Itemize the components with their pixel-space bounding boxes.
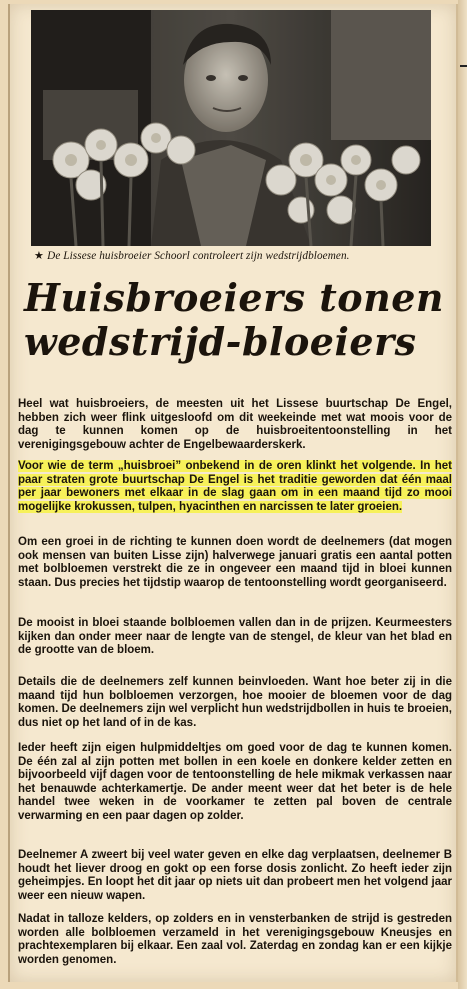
headline-line-1: Huisbroeiers tonen [24,275,445,320]
article-paragraph-5: Details die de deelnemers zelf kunnen beinvloeden. Want hoe beter zij in die maand tijd hun bolbloemen verzorgen, hoe mooier de bloemen voor de dag komen. De deelnemers zijn wel verplicht hun wedstrijdbollen in huis te broeien, dus niet op het land of in de kas. [18,676,452,729]
headline [24,276,454,364]
highlighted-text: Voor wie de term „huisbroei” onbekend in de oren klinkt het volgende. In het paar straten grote buurtschap De Engel is het traditie geworden dat één maal per jaar bewoners met elkaar in de slag gaan om in een maand tijd zo mooi mogelijke krokussen, tulpen, hyacinthen en narcissen te later groeien. [18,460,452,513]
article-paragraph-1: Heel wat huisbroeiers, de meesten uit het Lissese buurtschap De Engel, hebben zich weer flink uitgesloofd om dit weekeinde met wat moois voor de dag te kunnen komen op de huisbroeitentoonstelling in het verenigingsgebouw achter de Engelbewaarderskerk. [18,398,452,451]
article-paragraph-7: Deelnemer A zweert bij veel water geven en elke dag verplaatsen, deelnemer B houdt het liever droog en gokt op een forse dosis zonlicht. Zo heeft ieder zijn geheimpjes. En loopt het dit jaar op niets uit dan probeert men het volgend jaar weer een nieuw wapen. [18,849,452,902]
article-paragraph-3: Om een groei in de richting te kunnen doen wordt de deelnemers (dat mogen ook mensen van buiten Lisse zijn) halverwege januari gratis een aantal potten met bolbloemen verstrekt die ze in ongeveer een maand tijd in bloei kunnen staan. Dus precies het tijdstip waarop de tentoonstelling wordt georganiseerd. [18,536,452,589]
article-paragraph-8: Nadat in talloze kelders, op zolders en in vensterbanken de strijd is gestreden worden alle bolbloemen verzameld in het verenigingsgebouw Kneusjes en prachtexemplaren bij elkaar. Een zaal vol. Zaterdag en zondag kan er een kijkje worden genomen. [18,913,452,966]
margin-mark [460,65,467,67]
article-paragraph-6: Ieder heeft zijn eigen hulpmiddeltjes om goed voor de dag te kunnen komen. De één zal al zijn potten met bollen in een koele en donkere kelder zetten en bijvoorbeeld vijf dagen voor de tentoonstelling de hele mikmak verkassen naar het benauwde achterkamertje. De ander meent weer dat het beter is de hele handel twee weken in de voorkamer te zetten pal boven de centrale verwarming en een paar dagen op zolder. [18,742,452,822]
caption-text: De Lissese huisbroeier Schoorl controleert zijn wedstrijdbloemen. [47,250,350,262]
article-paragraph-4: De mooist in bloei staande bolbloemen vallen dan in de prijzen. Keurmeesters kijken dan onder meer naar de lengte van de stengel, de kleur van het blad en de grootte van de bloem. [18,617,452,657]
headline-line-2: wedstrijd-bloeiers [24,319,417,364]
photo-caption [34,249,434,262]
article-paragraph-2 [18,460,452,514]
star-icon: ★ [34,250,45,262]
paper-edge [458,0,467,989]
article-photo [31,10,431,246]
photo-man-with-narcissus-flowers-icon [31,10,431,246]
